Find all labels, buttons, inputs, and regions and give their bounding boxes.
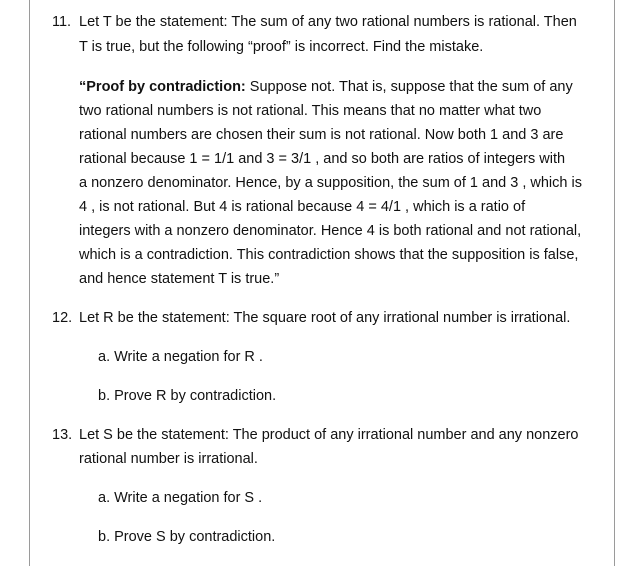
proof-heading: “Proof by contradiction: [79, 79, 246, 95]
proof-line-6: 4 , is not rational. But 4 is rational because 4 = 4/1 , which is a ratio of [79, 199, 526, 215]
problem-12-number: 12. [52, 310, 73, 326]
problem-12-line-1: Let R be the statement: The square root of any irrational number is irrational. [79, 310, 571, 326]
proof-line-1: Suppose not. That is, suppose that the sum of any [249, 79, 573, 95]
problem-11-line-2: T is true, but the following “proof” is incorrect. Find the mistake. [79, 39, 484, 55]
proof-line-2: two rational numbers is not rational. This means that no matter what two [79, 103, 542, 119]
problem-13-line-1: Let S be the statement: The product of any irrational number and any nonzero [79, 427, 579, 443]
problem-12-part-a: a. Write a negation for R . [98, 349, 263, 365]
problem-13-part-b: b. Prove S by contradiction. [98, 529, 276, 545]
proof-line-8: which is a contradiction. This contradiction shows that the supposition is false, [79, 247, 579, 263]
page-border-left [29, 0, 30, 566]
problem-11-number: 11. [52, 14, 72, 30]
problem-13-part-a: a. Write a negation for S . [98, 490, 263, 506]
problem-13-line-2: rational number is irrational. [79, 451, 258, 467]
problem-12-part-b: b. Prove R by contradiction. [98, 388, 277, 404]
proof-line-7: integers with a nonzero denominator. Hence 4 is both rational and not rational, [79, 223, 582, 239]
problem-11-line-1: Let T be the statement: The sum of any two rational numbers is rational. Then [79, 14, 577, 30]
proof-line-4: rational because 1 = 1/1 and 3 = 3/1 , and so both are ratios of integers with [79, 151, 566, 167]
proof-line-5: a nonzero denominator. Hence, by a supposition, the sum of 1 and 3 , which is [79, 175, 582, 191]
proof-line-9: and hence statement T is true.” [79, 271, 280, 287]
page-border-right [614, 0, 615, 566]
problem-13-number: 13. [52, 427, 73, 443]
proof-first-line [79, 77, 573, 97]
proof-line-3: rational numbers are chosen their sum is not rational. Now both 1 and 3 are [79, 127, 564, 143]
